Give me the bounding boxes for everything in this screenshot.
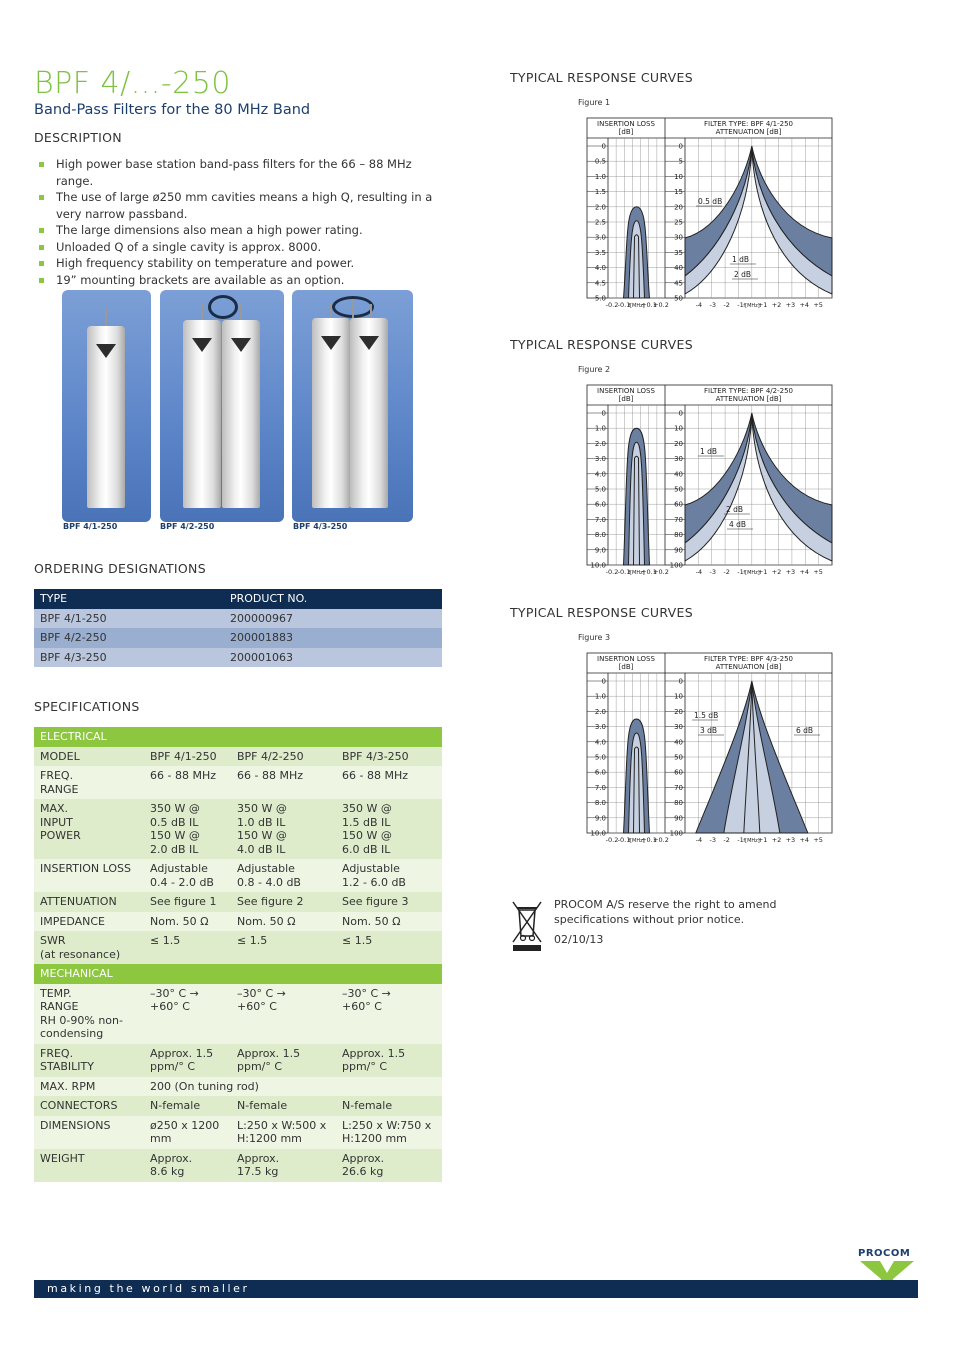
figure-label: Figure 2 — [578, 365, 611, 374]
x-tick: +1 — [757, 836, 768, 844]
il-tick: 7.0 — [594, 515, 606, 524]
x-tick: -2 — [723, 301, 730, 309]
att-tick: 50 — [674, 294, 683, 303]
x-tick: +0.2 — [653, 568, 669, 576]
att-tick: 20 — [674, 439, 683, 448]
curve-label: 3 dB — [700, 726, 718, 735]
att-tick: 90 — [674, 814, 683, 823]
att-tick: 40 — [674, 738, 683, 747]
il-tick: 1.0 — [594, 172, 606, 181]
x-tick: +0.1 — [641, 568, 657, 576]
il-tick: 5.0 — [594, 485, 606, 494]
x-tick: +5 — [813, 836, 823, 844]
logo-text: PROCOM — [858, 1248, 911, 1259]
x-tick: -4 — [695, 301, 703, 309]
table-row: MAX. RPM 200 (On tuning rod) — [34, 1077, 442, 1097]
curve-label: 6 dB — [796, 726, 814, 735]
x-tick: f[MHz] — [628, 570, 645, 576]
il-header: INSERTION LOSS — [597, 120, 655, 128]
x-tick: +3 — [785, 568, 796, 576]
x-tick: f[MHz] — [743, 570, 760, 576]
table-row: DIMENSIONS ø250 x 1200 mm L:250 x W:500 x H:1200 mm L:250 x W:750 x H:1200 mm — [34, 1116, 442, 1149]
x-tick: -3 — [709, 301, 716, 309]
x-tick: -1 — [737, 568, 744, 576]
il-tick: 2.0 — [594, 439, 606, 448]
x-tick: +2 — [771, 568, 782, 576]
curve-label: 2 dB — [726, 505, 744, 514]
il-tick: 0.5 — [594, 157, 606, 166]
il-tick: 6.0 — [594, 500, 606, 509]
x-tick: f[MHz] — [628, 303, 645, 309]
il-tick: 9.0 — [594, 814, 606, 823]
photo-bpf-4-3 — [292, 290, 413, 522]
il-tick: 0 — [601, 409, 606, 418]
weee-bin-icon — [510, 900, 544, 952]
x-tick: +4 — [799, 568, 810, 576]
ordering-table — [34, 589, 442, 667]
curve-label: 2 dB — [734, 270, 752, 279]
page-title: BPF 4/...-250 — [34, 66, 231, 101]
att-tick: 80 — [674, 531, 683, 540]
x-tick: +5 — [813, 568, 823, 576]
x-tick: +4 — [799, 301, 810, 309]
table-row: INSERTION LOSS Adjustable 0.4 - 2.0 dB Adjustable 0.8 - 4.0 dB Adjustable 1.2 - 6.0 dB — [34, 859, 442, 892]
il-tick: 10.0 — [590, 561, 606, 570]
notice-date: 02/10/13 — [554, 933, 604, 946]
figure-label: Figure 3 — [578, 633, 611, 642]
col-type: TYPE — [34, 589, 224, 609]
table-row: FREQ. RANGE 66 - 88 MHz 66 - 88 MHz 66 - 88 MHz — [34, 766, 442, 799]
specifications-table — [34, 727, 442, 1182]
x-tick: f[MHz] — [743, 303, 760, 309]
table-row: TEMP. RANGE RH 0-90% non- condensing –30° C → +60° C –30° C → +60° C –30° C → +60° C — [34, 984, 442, 1044]
x-tick: -0.2 — [605, 836, 619, 844]
curve-label: 0.5 dB — [698, 197, 723, 206]
att-tick: 25 — [674, 218, 683, 227]
il-tick: 2.0 — [594, 707, 606, 716]
table-row: FREQ. STABILITY Approx. 1.5 ppm/° C Approx. 1.5 ppm/° C Approx. 1.5 ppm/° C — [34, 1044, 442, 1077]
att-tick: 100 — [669, 829, 683, 838]
il-tick: 4.0 — [594, 738, 606, 747]
il-header-unit: [dB] — [618, 128, 634, 136]
x-tick: +0.2 — [653, 301, 669, 309]
x-tick: f[MHz] — [743, 838, 760, 844]
x-tick: +2 — [771, 301, 782, 309]
att-tick: 50 — [674, 753, 683, 762]
att-tick: 0 — [678, 409, 683, 418]
att-tick: 40 — [674, 470, 683, 479]
x-tick: -2 — [723, 836, 730, 844]
il-tick: 0 — [601, 142, 606, 151]
att-tick: 60 — [674, 500, 683, 509]
att-tick: 20 — [674, 203, 683, 212]
il-tick: 4.5 — [594, 279, 606, 288]
x-tick: -4 — [695, 836, 703, 844]
il-header: INSERTION LOSS — [597, 387, 655, 395]
description-list — [38, 156, 448, 288]
response-chart-2 — [582, 383, 842, 583]
x-tick: +3 — [785, 301, 796, 309]
spec-group-electrical: ELECTRICAL — [34, 727, 442, 747]
description-item: Unloaded Q of a single cavity is approx. 8000. — [38, 239, 448, 256]
att-tick: 5 — [678, 157, 683, 166]
il-tick: 3.0 — [594, 455, 606, 464]
table-row: BPF 4/1-250 200000967 — [34, 609, 442, 629]
att-tick: 40 — [674, 264, 683, 273]
x-tick: +0.1 — [641, 836, 657, 844]
att-tick: 100 — [669, 561, 683, 570]
curves-heading: TYPICAL RESPONSE CURVES — [510, 70, 693, 85]
table-row: BPF 4/3-250 200001063 — [34, 648, 442, 668]
figure-label: Figure 1 — [578, 98, 611, 107]
il-tick: 8.0 — [594, 799, 606, 808]
att-tick: 20 — [674, 707, 683, 716]
table-row: IMPEDANCE Nom. 50 Ω Nom. 50 Ω Nom. 50 Ω — [34, 912, 442, 932]
x-tick: -0.2 — [605, 301, 619, 309]
attenuation-header: ATTENUATION [dB] — [715, 663, 782, 671]
photo-caption-3: BPF 4/3-250 — [293, 522, 348, 531]
table-row: WEIGHT Approx. 8.6 kg Approx. 17.5 kg Approx. 26.6 kg — [34, 1149, 442, 1182]
il-tick: 4.0 — [594, 470, 606, 479]
il-tick: 10.0 — [590, 829, 606, 838]
table-row: CONNECTORS N-female N-female N-female — [34, 1096, 442, 1116]
x-tick: +3 — [785, 836, 796, 844]
table-row: ATTENUATION See figure 1 See figure 2 See figure 3 — [34, 892, 442, 912]
footer-bar — [34, 1280, 918, 1298]
il-tick: 2.0 — [594, 203, 606, 212]
legal-notice — [554, 898, 844, 948]
x-tick: f[MHz] — [628, 838, 645, 844]
att-tick: 30 — [674, 723, 683, 732]
table-row: BPF 4/2-250 200001883 — [34, 628, 442, 648]
x-tick: +2 — [771, 836, 782, 844]
description-heading: DESCRIPTION — [34, 130, 122, 145]
table-row: SWR (at resonance) ≤ 1.5 ≤ 1.5 ≤ 1.5 — [34, 931, 442, 964]
att-tick: 60 — [674, 768, 683, 777]
attenuation-header: ATTENUATION [dB] — [715, 128, 782, 136]
x-tick: +0.2 — [653, 836, 669, 844]
filter-type: FILTER TYPE: BPF 4/2-250 — [703, 387, 794, 395]
il-tick: 1.0 — [594, 424, 606, 433]
x-tick: -0.2 — [605, 568, 619, 576]
response-chart-1 — [582, 116, 842, 316]
il-tick: 7.0 — [594, 783, 606, 792]
att-tick: 15 — [674, 188, 683, 197]
description-item: High power base station band-pass filters for the 66 – 88 MHz range. — [38, 156, 448, 189]
col-product: PRODUCT NO. — [224, 589, 442, 609]
x-tick: +4 — [799, 836, 810, 844]
x-tick: -0.1 — [617, 301, 631, 309]
il-tick: 5.0 — [594, 294, 606, 303]
photo-bpf-4-2 — [160, 290, 284, 522]
il-tick: 6.0 — [594, 768, 606, 777]
description-item: 19” mounting brackets are available as an option. — [38, 272, 448, 289]
x-tick: -0.1 — [617, 836, 631, 844]
curves-heading: TYPICAL RESPONSE CURVES — [510, 337, 693, 352]
photo-caption-2: BPF 4/2-250 — [160, 522, 215, 531]
il-header-unit: [dB] — [618, 395, 634, 403]
il-tick: 5.0 — [594, 753, 606, 762]
curve-label: 1 dB — [732, 255, 750, 264]
curves-heading: TYPICAL RESPONSE CURVES — [510, 605, 693, 620]
filter-type: FILTER TYPE: BPF 4/3-250 — [703, 655, 794, 663]
att-tick: 0 — [678, 677, 683, 686]
att-tick: 70 — [674, 783, 683, 792]
x-tick: +1 — [757, 301, 768, 309]
curve-label: 1 dB — [700, 447, 718, 456]
il-tick: 0 — [601, 677, 606, 686]
x-tick: -4 — [695, 568, 703, 576]
il-header-unit: [dB] — [618, 663, 634, 671]
attenuation-header: ATTENUATION [dB] — [715, 395, 782, 403]
description-item: The use of large ø250 mm cavities means a high Q, resulting in a very narrow passband. — [38, 189, 448, 222]
curve-label: 4 dB — [729, 520, 747, 529]
att-tick: 80 — [674, 799, 683, 808]
x-tick: +1 — [757, 568, 768, 576]
x-tick: +5 — [813, 301, 823, 309]
att-tick: 10 — [674, 424, 683, 433]
att-tick: 10 — [674, 692, 683, 701]
photo-caption-1: BPF 4/1-250 — [63, 522, 118, 531]
filter-type: FILTER TYPE: BPF 4/1-250 — [703, 120, 794, 128]
il-tick: 2.5 — [594, 218, 606, 227]
ordering-heading: ORDERING DESIGNATIONS — [34, 561, 206, 576]
il-tick: 3.0 — [594, 723, 606, 732]
x-tick: -0.1 — [617, 568, 631, 576]
att-tick: 0 — [678, 142, 683, 151]
att-tick: 90 — [674, 546, 683, 555]
att-tick: 30 — [674, 455, 683, 464]
x-tick: -3 — [709, 836, 716, 844]
il-tick: 3.0 — [594, 233, 606, 242]
curve-label: 1.5 dB — [694, 711, 719, 720]
il-tick: 4.0 — [594, 264, 606, 273]
page-subtitle: Band-Pass Filters for the 80 MHz Band — [34, 102, 311, 118]
il-tick: 1.0 — [594, 692, 606, 701]
att-tick: 30 — [674, 233, 683, 242]
il-tick: 1.5 — [594, 188, 606, 197]
photo-bpf-4-1 — [62, 290, 151, 522]
footer-slogan: making the world smaller — [47, 1282, 250, 1295]
description-item: The large dimensions also mean a high power rating. — [38, 222, 448, 239]
att-tick: 10 — [674, 172, 683, 181]
att-tick: 70 — [674, 515, 683, 524]
table-row: MODEL BPF 4/1-250 BPF 4/2-250 BPF 4/3-250 — [34, 747, 442, 767]
spec-group-mechanical: MECHANICAL — [34, 964, 442, 984]
x-tick: -1 — [737, 836, 744, 844]
il-tick: 9.0 — [594, 546, 606, 555]
specifications-heading: SPECIFICATIONS — [34, 699, 140, 714]
notice-text: PROCOM A/S reserve the right to amend specifications without prior notice. — [554, 898, 777, 926]
att-tick: 45 — [674, 279, 683, 288]
il-tick: 8.0 — [594, 531, 606, 540]
il-tick: 3.5 — [594, 248, 606, 257]
att-tick: 35 — [674, 248, 683, 257]
table-row: MAX. INPUT POWER 350 W @ 0.5 dB IL 150 W @ 2.0 dB IL 350 W @ 1.0 dB IL 150 W @ 4.0 dB IL 350 W @ 1.5 dB IL 150 W @ 6.0 dB IL — [34, 799, 442, 859]
x-tick: -3 — [709, 568, 716, 576]
x-tick: -1 — [737, 301, 744, 309]
att-tick: 50 — [674, 485, 683, 494]
x-tick: -2 — [723, 568, 730, 576]
description-item: High frequency stability on temperature and power. — [38, 255, 448, 272]
x-tick: +0.1 — [641, 301, 657, 309]
response-chart-3 — [582, 651, 842, 851]
il-header: INSERTION LOSS — [597, 655, 655, 663]
